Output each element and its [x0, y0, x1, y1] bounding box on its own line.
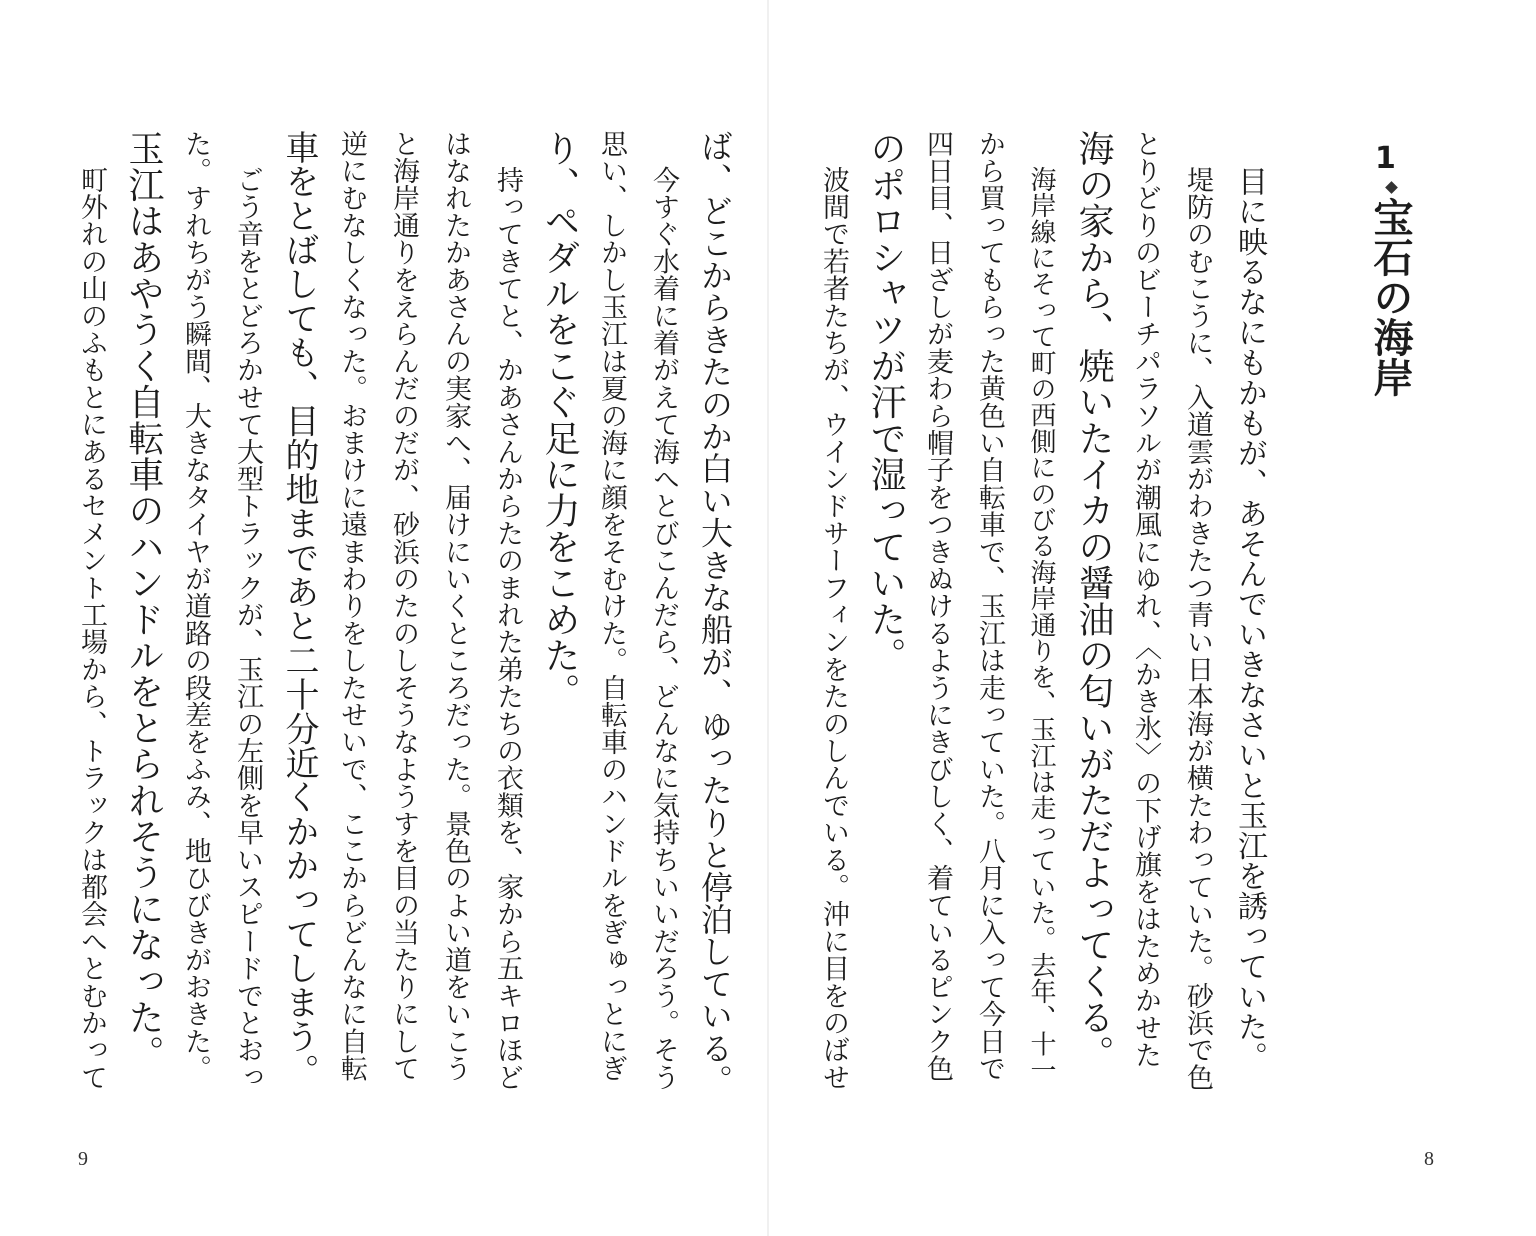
- page-number: 8: [1424, 1148, 1434, 1170]
- body-line: 町外れの山のふもとにあるセメント工場から、トラックは都会へとむかって: [76, 166, 107, 1091]
- body-line: り、ペダルをこぐ足に力をこめた。: [539, 130, 580, 710]
- body-line: 目に映るなにもかもが、あそんでいきなさいと玉江を誘っていた。: [1232, 166, 1267, 1072]
- text-column: [110, 0, 170, 1236]
- page-number: 9: [78, 1148, 88, 1170]
- text-column: [852, 0, 912, 1236]
- text-column: [422, 0, 482, 1236]
- chapter-number: 1: [1375, 141, 1396, 176]
- body-line: 玉江はあやうく自転車のハンドルをとられそうになった。: [123, 130, 164, 1072]
- text-column: [58, 0, 118, 1236]
- body-line: た。すれちがう瞬間、大きなタイヤが道路の段差をふみ、地ひびきがおきた。: [180, 130, 211, 1082]
- chapter-title: 宝石の海岸: [1367, 197, 1413, 397]
- body-line: 海岸線にそって町の西側にのびる海岸通りを、玉江は走っていた。去年、十一: [1026, 166, 1056, 1083]
- text-column: [214, 0, 274, 1236]
- body-line: はなれたかあさんの実家へ、届けにいくところだった。景色のよい道をいこう: [440, 130, 471, 1082]
- body-line: ごう音をとどろかせて大型トラックが、玉江の左側を早いスピードでとおっ: [232, 166, 263, 1091]
- text-column: [1164, 0, 1224, 1236]
- body-line: 堤防のむこうに、入道雲がわきたつ青い日本海が横たわっていた。砂浜で色: [1182, 166, 1213, 1091]
- body-line: とりどりのビーチパラソルが潮風にゆれ、〈かき氷〉の下げ旗をはためかせた: [1130, 130, 1161, 1069]
- text-column: [266, 0, 326, 1236]
- text-column: [1008, 0, 1068, 1236]
- body-line: 逆にむなしくなった。おまけに遠まわりをしたせいで、ここからどんなに自転: [336, 130, 367, 1082]
- text-column: [526, 0, 586, 1236]
- text-column: [474, 0, 534, 1236]
- right-page: [768, 0, 1536, 1236]
- text-column: [318, 0, 378, 1236]
- body-line: 今すぐ水着に着がえて海へとびこんだら、どんなに気持ちいいだろう。そう: [648, 166, 679, 1091]
- chapter-heading: [1348, 141, 1420, 397]
- body-line: ば、どこからきたのか白い大きな船が、ゆったりと停泊している。: [696, 130, 734, 1096]
- text-column: [682, 0, 742, 1236]
- text-column: [370, 0, 430, 1236]
- body-line: と海岸通りをえらんだのだが、砂浜のたのしそうなようすを目の当たりにして: [388, 130, 419, 1082]
- body-line: のポロシャツが汗で湿っていた。: [865, 130, 906, 673]
- body-line: 波間で若者たちが、ウインドサーフィンをたのしんでいる。沖に目をのばせ: [818, 166, 849, 1091]
- text-column: [1112, 0, 1172, 1236]
- text-column: [630, 0, 690, 1236]
- body-line: 思い、しかし玉江は夏の海に顔をそむけた。自転車のハンドルをぎゅっとにぎ: [596, 130, 627, 1082]
- text-column: [800, 0, 860, 1236]
- text-column: [956, 0, 1016, 1236]
- text-column: [578, 0, 638, 1236]
- text-column: [1060, 0, 1120, 1236]
- body-line: から買ってもらった黄色い自転車で、玉江は走っていた。八月に入って今日で: [974, 130, 1005, 1083]
- body-line: 車をとばしても、目的地まであと二十分近くかかってしまう。: [279, 130, 319, 1088]
- text-column: [904, 0, 964, 1236]
- text-column: [1216, 0, 1276, 1236]
- body-line: 四日目、日ざしが麦わら帽子をつきぬけるようにきびしく、着ているピンク色: [922, 130, 953, 1082]
- body-line: 持ってきてと、かあさんからたのまれた弟たちの衣類を、家から五キロほど: [492, 166, 523, 1091]
- diamond-icon: [1385, 181, 1398, 194]
- body-line: 海の家から、焼いたイカの醤油の匂いがただよってくる。: [1073, 130, 1114, 1072]
- text-column: [162, 0, 222, 1236]
